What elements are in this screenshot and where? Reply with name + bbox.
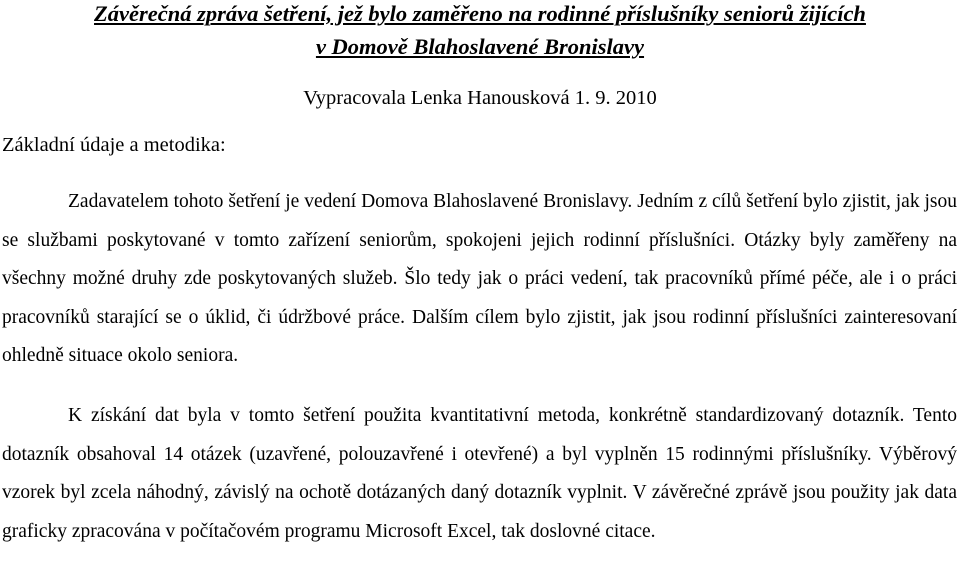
paragraph-intro: Zadavatelem tohoto šetření je vedení Domova Blahoslavené Bronislavy. Jedním z cílů šetření bylo zjistit, jak jsou se službami poskytované v tomto zařízení seniorům, spokojeni jejich rodinní příslušníci. Otázky byly zaměřeny na všechny možné druhy zde poskytovaných služeb. Šlo tedy jak o práci vedení, tak pracovníků přímé péče, ale i o práci pracovníků starající se o úklid, či údržbové práce. Dalším cílem bylo zjistit, jak jsou rodinní příslušníci zainteresovaní ohledně situace okolo seniora. [2,191,957,367]
document-title-line-1: Závěrečná zpráva šetření, jež bylo zaměřeno na rodinné příslušníky seniorů žijících [94,1,866,26]
document-title-line-2: v Domově Blahoslavené Bronislavy [315,34,645,59]
author-line: Vypracovala Lenka Hanousková 1. 9. 2010 [303,87,657,109]
section-heading: Základní údaje a metodika: [2,134,226,156]
paragraph-methodology: K získání dat byla v tomto šetření použita kvantitativní metoda, konkrétně standardizovaný dotazník. Tento dotazník obsahoval 14 otázek (uzavřené, polouzavřené i otevřené) a byl vyplněn 15 rodinnými příslušníky. Výběrový vzorek byl zcela náhodný, závislý na ochotě dotázaných daný dotazník vyplnit. V závěrečné zprávě jsou použity jak data graficky zpracována v počítačovém programu Microsoft Excel, tak doslovné citace. [2,405,957,542]
